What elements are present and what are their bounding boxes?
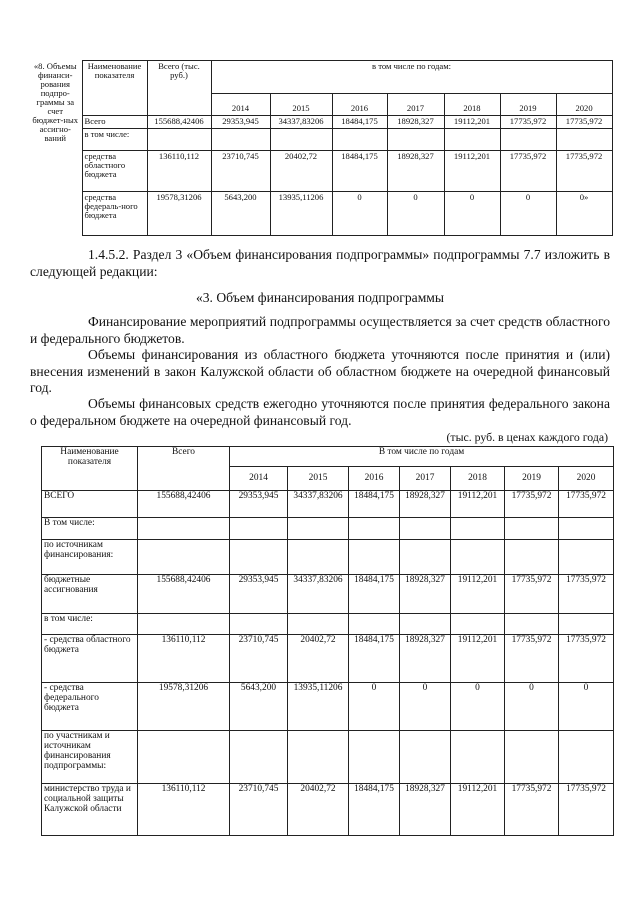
row-value: 19112,201 — [444, 116, 500, 129]
row-value: 17735,972 — [559, 784, 614, 836]
table-row — [29, 151, 612, 192]
row-name: ВСЕГО — [42, 491, 138, 518]
row-value: 18928,327 — [400, 784, 451, 836]
row-value: 0 — [349, 683, 400, 731]
row-name: по участникам и источникам финансирования подпрограммы: — [42, 731, 138, 784]
table-row — [42, 683, 614, 731]
row-value: 17735,972 — [500, 151, 556, 192]
table-row — [29, 129, 612, 151]
row-name: по источникам финансирования: — [42, 540, 138, 575]
table-row — [29, 116, 612, 129]
table-row — [42, 575, 614, 614]
row-name: В том числе: — [42, 518, 138, 540]
row-value: 0 — [444, 192, 500, 236]
row-value: 5643,200 — [211, 192, 270, 236]
row-total: 136110,112 — [138, 635, 230, 683]
row-value: 13935,11206 — [288, 683, 349, 731]
row-value: 0 — [387, 192, 444, 236]
row-value: 18484,175 — [332, 151, 387, 192]
row-value: 17735,972 — [559, 575, 614, 614]
top-col-total-header: Всего (тыс. руб.) — [147, 61, 211, 116]
row-value: 18484,175 — [349, 784, 400, 836]
row-value: 17735,972 — [505, 784, 559, 836]
main-col-total-header: Всего — [138, 447, 230, 491]
row-value: 0 — [451, 683, 505, 731]
row-value: 18484,175 — [349, 491, 400, 518]
row-value: 19112,201 — [451, 575, 505, 614]
top-table-side-label: «8. Объемы финанси-рования подпро-граммы за счет бюджет-ных ассигно-ваний — [32, 60, 79, 143]
paragraph-section-change: 1.4.5.2. Раздел 3 «Объем финансирования подпрограммы» подпрограммы 7.7 изложить в следующей редакции: — [30, 247, 610, 279]
paragraph-regional-budget: Объемы финансирования из областного бюджета уточняются после принятия и (или) внесения изменений в закон Калужской области об областном бюджете на очередной финансовый год. — [30, 347, 610, 395]
row-value: 19112,201 — [451, 784, 505, 836]
row-total: 19578,31206 — [138, 683, 230, 731]
row-total: 136110,112 — [138, 784, 230, 836]
row-value: 20402,72 — [288, 784, 349, 836]
main-col-years-header: В том числе по годам — [230, 447, 614, 467]
row-value: 17735,972 — [505, 491, 559, 518]
row-total: 19578,31206 — [147, 192, 211, 236]
main-col-name-header: Наименование показателя — [42, 447, 138, 491]
table-row — [42, 518, 614, 540]
row-value: 17735,972 — [559, 635, 614, 683]
main-year: 2014 — [230, 467, 288, 491]
row-total: 136110,112 — [147, 151, 211, 192]
row-value: 0 — [332, 192, 387, 236]
top-year: 2015 — [270, 94, 332, 116]
row-value: 17735,972 — [505, 635, 559, 683]
unit-note: (тыс. руб. в ценах каждого года) — [446, 430, 608, 444]
row-value: 20402,72 — [288, 635, 349, 683]
row-value: 17735,972 — [556, 116, 612, 129]
table-row — [42, 635, 614, 683]
main-year: 2018 — [451, 467, 505, 491]
row-value: 18928,327 — [400, 635, 451, 683]
row-name: средства федераль-ного бюджета — [82, 192, 147, 236]
row-name: в том числе: — [82, 129, 147, 151]
row-value: 23710,745 — [230, 784, 288, 836]
row-value: 18928,327 — [387, 151, 444, 192]
row-value: 0 — [500, 192, 556, 236]
main-year: 2016 — [349, 467, 400, 491]
main-funding-table — [41, 446, 614, 836]
row-value: 20402,72 — [270, 151, 332, 192]
main-year: 2015 — [288, 467, 349, 491]
section-heading: «3. Объем финансирования подпрограммы — [195, 290, 445, 305]
table-row — [42, 731, 614, 784]
table-row — [29, 192, 612, 236]
row-value: 29353,945 — [230, 575, 288, 614]
top-funding-table — [29, 60, 613, 236]
row-value: 17735,972 — [559, 491, 614, 518]
row-value: 34337,83206 — [288, 575, 349, 614]
row-value: 18484,175 — [349, 635, 400, 683]
row-value: 17735,972 — [505, 575, 559, 614]
row-name: бюджетные ассигнования — [42, 575, 138, 614]
row-value: 0 — [559, 683, 614, 731]
row-name: средства областного бюджета — [82, 151, 147, 192]
paragraph-financing: Финансирование мероприятий подпрограммы осуществляется за счет средств областного и федерального бюджетов. — [30, 314, 610, 346]
top-col-years-header: в том числе по годам: — [211, 61, 612, 94]
row-value: 18484,175 — [349, 575, 400, 614]
main-year: 2017 — [400, 467, 451, 491]
main-year: 2019 — [505, 467, 559, 491]
row-value: 19112,201 — [451, 491, 505, 518]
row-value: 13935,11206 — [270, 192, 332, 236]
row-value: 18928,327 — [387, 116, 444, 129]
row-name: - средства федерального бюджета — [42, 683, 138, 731]
row-name: в том числе: — [42, 614, 138, 635]
paragraph-federal-budget: Объемы финансовых средств ежегодно уточняются после принятия федерального закона о федеральном бюджете на очередной финансовый год. — [30, 396, 610, 428]
row-value: 19112,201 — [451, 635, 505, 683]
row-value: 23710,745 — [211, 151, 270, 192]
row-value: 18484,175 — [332, 116, 387, 129]
row-value: 0 — [400, 683, 451, 731]
row-total: 155688,42406 — [138, 491, 230, 518]
row-value: 29353,945 — [230, 491, 288, 518]
table-row — [42, 491, 614, 518]
row-name: Всего — [82, 116, 147, 129]
row-name: министерство труда и социальной защиты Калужской области — [42, 784, 138, 836]
row-total: 155688,42406 — [147, 116, 211, 129]
row-value: 29353,945 — [211, 116, 270, 129]
top-year: 2018 — [444, 94, 500, 116]
main-year: 2020 — [559, 467, 614, 491]
row-value: 34337,83206 — [288, 491, 349, 518]
top-year: 2016 — [332, 94, 387, 116]
row-name: - средства областного бюджета — [42, 635, 138, 683]
row-total: 155688,42406 — [138, 575, 230, 614]
top-year: 2020 — [556, 94, 612, 116]
row-value: 0 — [505, 683, 559, 731]
row-value: 0» — [556, 192, 612, 236]
top-year: 2014 — [211, 94, 270, 116]
row-value: 17735,972 — [500, 116, 556, 129]
row-value: 34337,83206 — [270, 116, 332, 129]
row-value: 19112,201 — [444, 151, 500, 192]
top-year: 2019 — [500, 94, 556, 116]
row-value: 17735,972 — [556, 151, 612, 192]
top-year: 2017 — [387, 94, 444, 116]
table-row — [42, 784, 614, 836]
row-value: 5643,200 — [230, 683, 288, 731]
table-row — [42, 614, 614, 635]
row-value: 23710,745 — [230, 635, 288, 683]
row-value: 18928,327 — [400, 491, 451, 518]
row-value: 18928,327 — [400, 575, 451, 614]
top-col-name-header: Наименование показателя — [82, 61, 147, 116]
table-row — [42, 540, 614, 575]
